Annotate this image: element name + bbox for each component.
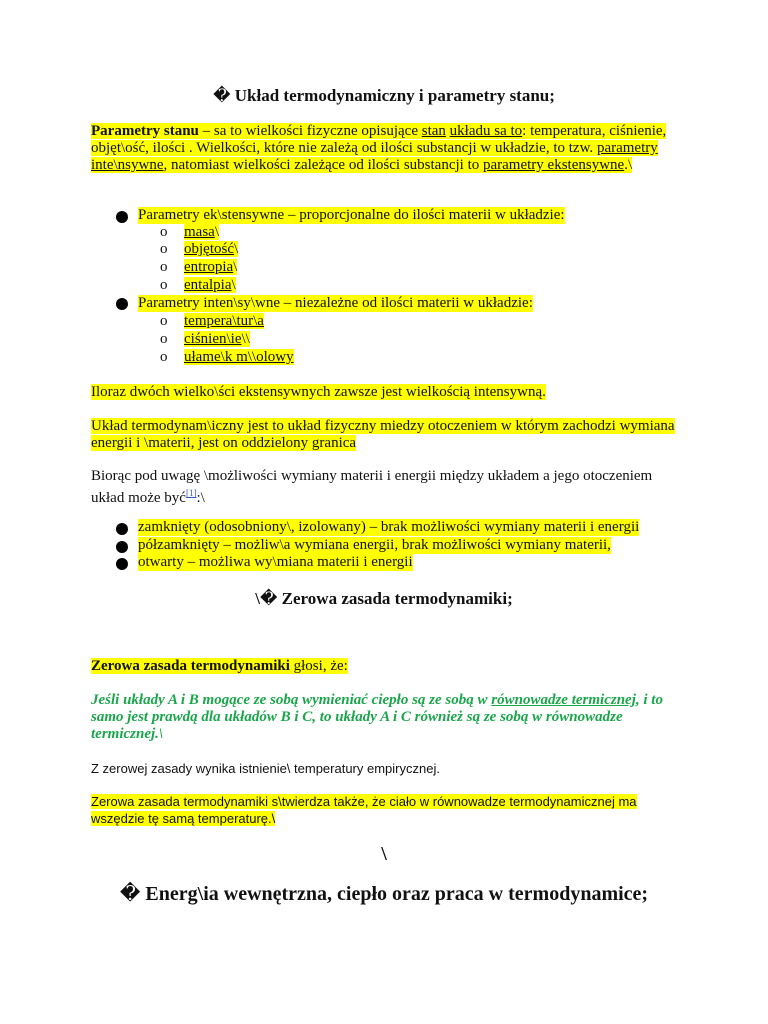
section-heading-1 bbox=[0, 86, 768, 106]
bullet-icon bbox=[116, 211, 128, 223]
link-masa[interactable]: masa bbox=[184, 224, 215, 240]
heading-1-text: Układ termodynamiczny i parametry stanu; bbox=[234, 86, 555, 105]
term-bold: Parametry stanu bbox=[91, 123, 199, 139]
parameters-definition-paragraph: Parametry stanu – sa to wielkości fizyczne opisujące stan układu sa to: temperatura, ciśnienie, objęt\ość, ilości . Wielkości, które nie zależą od ilości substancji w układzie, to tzw. parametry inte\nsywne, natomiast wielkości zależące od ilości substancji to parametry ekstensywne.\ bbox=[91, 123, 667, 173]
bullet-icon bbox=[116, 541, 128, 553]
heading-3-text: Energ\ia wewnętrzna, ciepło oraz praca w termodynamice; bbox=[145, 883, 649, 905]
exchange-paragraph: Biorąc pod uwagę \możliwości wymiany materii i energii między układem a jego otoczeniem układ może być[1]:\ bbox=[91, 468, 653, 506]
zeroth-law-intro: Zerowa zasada termodynamiki głosi, że: bbox=[91, 658, 348, 674]
link-entropia[interactable]: entropia bbox=[184, 259, 234, 275]
bullet-icon bbox=[116, 558, 128, 570]
section-heading-2: \� Zerowa zasada termodynamiki; bbox=[255, 589, 513, 608]
bullet-symbol-icon: � bbox=[259, 589, 278, 608]
heading-2-text: Zerowa zasada termodynamiki; bbox=[281, 589, 513, 608]
list-item-extensive-label: Parametry ek\stensywne – proporcjonalne do ilości materii w układzie: bbox=[138, 207, 565, 223]
link-parametry-ekstensywne[interactable]: parametry ekstensywne bbox=[483, 157, 625, 173]
bullet-symbol-icon: � bbox=[213, 86, 231, 105]
zeroth-law-statement: Jeśli układy A i B mogące ze sobą wymieniać ciepło są ze sobą w równowadze termicznej, i to samo jest prawdą dla układów B i C, to układy A i C również są ze sobą w równowadze termicznej.\ bbox=[91, 692, 663, 742]
section-heading-3 bbox=[0, 881, 768, 906]
sub-list-item: o ciśnien\ie\\ bbox=[160, 331, 250, 347]
ratio-paragraph: Iloraz dwóch wielko\ści ekstensywnych zawsze jest wielkością intensywną. bbox=[91, 384, 546, 400]
link-cisnienie[interactable]: ciśnien\ie bbox=[184, 331, 242, 347]
sub-list-item: o entalpia\ bbox=[160, 277, 236, 293]
link-rownowaga-termiczna[interactable]: równowadze termicznej bbox=[491, 692, 636, 708]
list-item-closed: zamknięty (odosobniony\, izolowany) – brak możliwości wymiany materii i energii bbox=[138, 519, 640, 535]
system-definition-paragraph: Układ termodynam\iczny jest to układ fizyczny miedzy otoczeniem w którym zachodzi wymiana energii i \materii, jest on oddzielony granica bbox=[91, 418, 675, 451]
equilibrium-temperature-paragraph: Zerowa zasada termodynamiki s\twierdza także, że ciało w równowadze termodynamicznej ma wszędzie tę samą temperaturę.\ bbox=[91, 794, 637, 826]
link-objetosc[interactable]: objętość bbox=[184, 241, 234, 257]
footnote-ref-link[interactable]: [1] bbox=[185, 488, 197, 498]
sub-list-item: o ułame\k m\\olowy bbox=[160, 349, 294, 365]
link-stan[interactable]: stan bbox=[421, 123, 446, 139]
empirical-temperature-paragraph: Z zerowej zasady wynika istnienie\ temperatury empirycznej. bbox=[91, 761, 440, 776]
bullet-icon bbox=[116, 298, 128, 310]
link-ulamek-molowy[interactable]: ułame\k m\\olowy bbox=[184, 349, 294, 365]
stray-backslash: \ bbox=[381, 843, 387, 865]
bullet-symbol-icon: � bbox=[119, 883, 141, 905]
link-ukladu[interactable]: układu sa to bbox=[449, 123, 523, 139]
list-item-intensive-label: Parametry inten\sy\wne – niezależne od ilości materii w układzie: bbox=[138, 295, 533, 311]
link-temperatura[interactable]: tempera\tur\a bbox=[184, 313, 264, 329]
sub-list-item: o entropia\ bbox=[160, 259, 238, 275]
sub-list-item: o objętość\ bbox=[160, 241, 239, 257]
sub-list-item: o masa\ bbox=[160, 224, 219, 240]
link-parametry-intensywne[interactable]: parametry inte\nsywne bbox=[91, 140, 658, 173]
list-item-open: otwarty – możliwa wy\miana materii i energii bbox=[138, 554, 413, 570]
list-item-semi-closed: półzamknięty – możliw\a wymiana energii, brak możliwości wymiany materii, bbox=[138, 537, 611, 553]
sub-list-item: o tempera\tur\a bbox=[160, 313, 264, 329]
bullet-icon bbox=[116, 523, 128, 535]
link-entalpia[interactable]: entalpia bbox=[184, 277, 232, 293]
